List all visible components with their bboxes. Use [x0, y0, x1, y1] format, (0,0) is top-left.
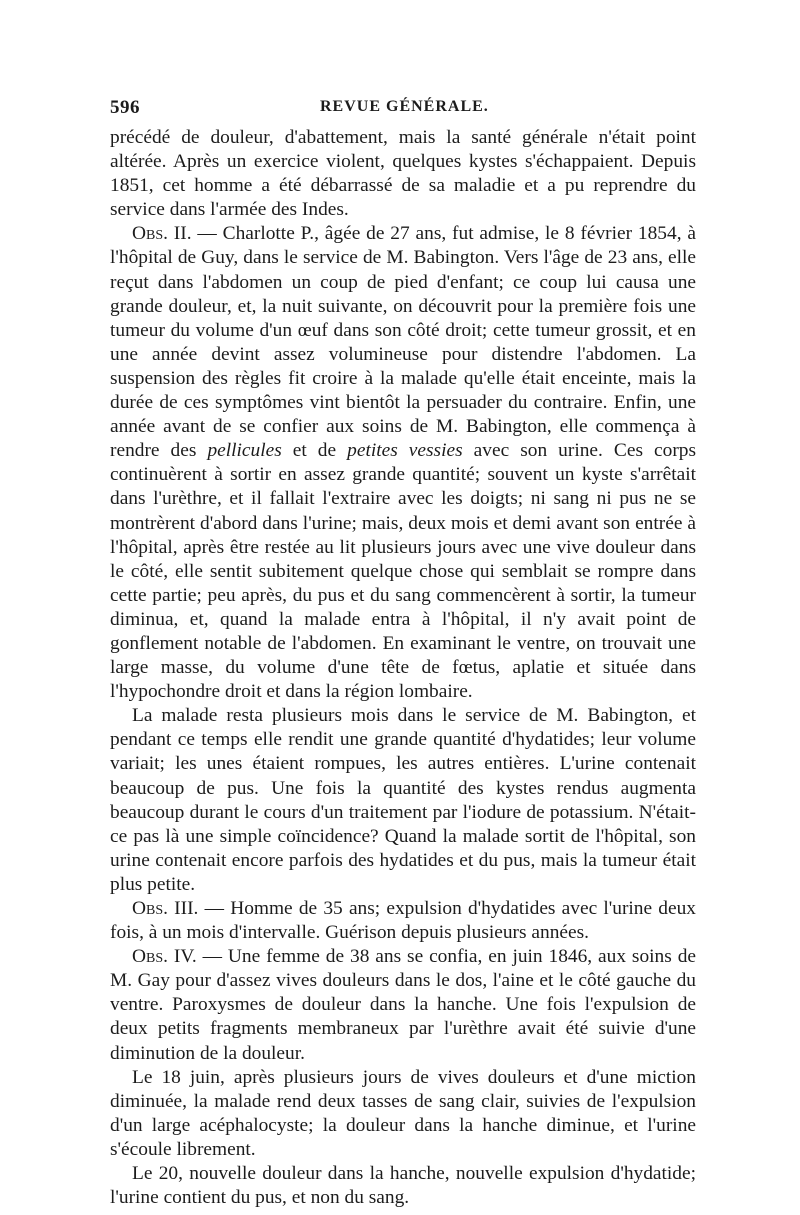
paragraph-continuation [110, 126, 696, 222]
paragraph-text: précédé de douleur, d'abattement, mais la santé générale n'était point altérée. Après un exercice violent, quelques kystes s'échappaient. Depuis 1851, cet homme a été débarrassé de sa maladie et a pu reprendre du service dans l'armée des Indes. [110, 127, 696, 221]
paragraph-text: — Homme de 35 ans; expulsion d'hydatides avec l'urine deux fois, à un mois d'intervalle. Guérison depuis plusieurs années. [110, 898, 697, 944]
paragraph-text: avec son urine. Ces corps continuèrent à sortir en assez grande quantité; souvent un kyste s'arrêtait dans l'urèthre, et il fallait l'extraire avec les doigts; ni sang ni pus ne se montrèrent d'abord dans l'urine; mais, deux mois et demi avant son entrée à l'hôpital, après être restée au lit plusieurs jours avec une vive douleur dans le côté, elle sentit subitement quelque chose qui semblait se rompre dans cette partie; peu après, du pus et du sang commencèrent à sortir, la tumeur diminua, et, quand la malade entra à l'hôpital, il n'y avait point de gonflement notable de l'abdomen. En examinant le ventre, on trouvait une large masse, du volume d'une tête de fœtus, aplatie et située dans l'hypochondre droit et dans la région lombaire. [110, 440, 697, 703]
paragraph [110, 1162, 696, 1210]
italic-term: petites vessies [347, 440, 463, 462]
observation-label: Obs. III. [132, 898, 199, 919]
italic-term: pellicules [207, 440, 282, 462]
paragraph [110, 704, 696, 897]
paragraph-text: — Une femme de 38 ans se confia, en juin 1846, aux soins de M. Gay pour d'assez vives douleurs dans le dos, l'aine et le côté gauche du ventre. Paroxysmes de douleur dans la hanche. Une fois l'expulsion de deux petits fragments membraneux par l'urèthre avait été suivie d'une diminution de la douleur. [110, 946, 696, 1064]
observation-4 [110, 945, 696, 1065]
paragraph-text: La malade resta plusieurs mois dans le service de M. Babington, et pendant ce temps elle rendit une grande quantité d'hydatides; leur volume variait; les unes étaient rompues, les autres entières. L'urine contenait beaucoup de pus. Une fois la quantité des kystes rendus augmenta beaucoup durant le cours d'un traitement par l'iodure de potassium. N'était-ce pas là une simple coïncidence? Quand la malade sortit de l'hôpital, son urine contenait encore parfois des hydatides et du pus, mais la tumeur était plus petite. [110, 705, 696, 895]
paragraph [110, 1066, 696, 1162]
running-title: REVUE GÉNÉRALE. [320, 98, 489, 115]
body-text [110, 126, 696, 1210]
observation-label: Obs. II. [132, 223, 192, 245]
running-head [110, 97, 690, 123]
observation-2 [110, 222, 696, 704]
observation-3 [110, 897, 696, 945]
paragraph-text: et de [281, 440, 348, 462]
paragraph-text: — Charlotte P., âgée de 27 ans, fut admise, le 8 février 1854, à l'hôpital de Guy, dans le service de M. Babington. Vers l'âge de 23 ans, elle reçut dans l'abdomen un coup de pied d'enfant; ce coup lui causa une grande douleur, et, la nuit suivante, on découvrit pour la première fois une tumeur du volume d'un œuf dans son côté droit; cette tumeur grossit, et en une année devint assez volumineuse pour distendre l'abdomen. La suspension des règles fit croire à la malade qu'elle était enceinte, mais la durée de ces symptômes vint bientôt la persuader du contraire. Enfin, une année avant de se confier aux soins de M. Babington, elle commença à rendre des [110, 223, 696, 462]
paragraph-text: Le 18 juin, après plusieurs jours de vives douleurs et d'une miction diminuée, la malade rend deux tasses de sang clair, suivies de l'expulsion d'un large acéphalocyste; la douleur dans la hanche diminue, et l'urine s'écoule librement. [110, 1066, 696, 1160]
observation-label: Obs. IV. [132, 946, 197, 968]
page-number: 596 [110, 97, 140, 118]
paragraph-text: Le 20, nouvelle douleur dans la hanche, nouvelle expulsion d'hydatide; l'urine contient du pus, et non du sang. [110, 1163, 696, 1209]
